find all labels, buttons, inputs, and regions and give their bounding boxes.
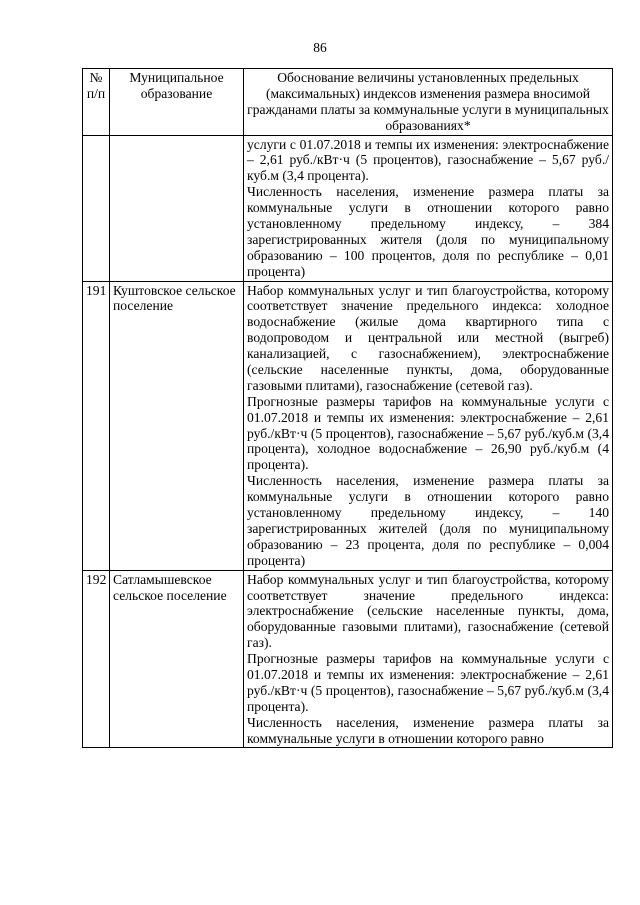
table-row	[83, 135, 613, 281]
row-num: 192	[83, 570, 110, 748]
paragraph: услуги с 01.07.2018 и темпы их изменения: электроснабжение – 2,61 руб./кВт·ч (5 процентов), газоснабжение – 5,67 руб./куб.м (3,4 процента).	[247, 136, 609, 184]
row-municipality: Куштовское сельское поселение	[110, 281, 244, 570]
table-row	[83, 570, 613, 748]
paragraph: Численность населения, изменение размера платы за коммунальные услуги в отношении которого равно	[247, 714, 609, 746]
row-num: 191	[83, 281, 110, 570]
row-justification	[244, 281, 613, 570]
row-municipality: Сатламышевское сельское поселение	[110, 570, 244, 748]
row-num	[83, 135, 110, 281]
paragraph: Набор коммунальных услуг и тип благоустройства, которому соответствует значение предельного индекса: электроснабжение (сельские населенные пункты, дома, оборудованные газовыми плитами), газоснабжение (сетевой газ).	[247, 571, 609, 651]
row-justification	[244, 135, 613, 281]
paragraph: Численность населения, изменение размера платы за коммунальные услуги в отношении которого равно установленному предельному индексу, – 384 зарегистрированных жителя (доля по муниципальному образованию – 100 процентов, доля по республике – 0,01 процента)	[247, 184, 609, 279]
page-number: 86	[313, 40, 327, 55]
tariff-justification-table	[82, 68, 613, 748]
row-justification	[244, 570, 613, 748]
header-municipality: Муниципальное образование	[110, 69, 244, 136]
paragraph: Прогнозные размеры тарифов на коммунальные услуги с 01.07.2018 и темпы их изменения: электроснабжение – 2,61 руб./кВт·ч (5 процентов), газоснабжение – 5,67 руб./куб.м (3,4 процента), холодное водоснабжение – 26,90 руб./куб.м (4 процента).	[247, 393, 609, 473]
paragraph: Набор коммунальных услуг и тип благоустройства, которому соответствует значение предельного индекса: холодное водоснабжение (жилые дома квартирного типа с водопроводом и центральной или местной (выгреб) канализацией, с газоснабжением), электроснабжение (сельские населенные пункты, дома, оборудованные газовыми плитами), газоснабжение (сетевой газ).	[247, 282, 609, 393]
header-justification: Обоснование величины установленных предельных (максимальных) индексов изменения размера вносимой гражданами платы за коммунальные услуги в муниципальных образованиях*	[244, 69, 613, 136]
table-row	[83, 281, 613, 570]
paragraph: Численность населения, изменение размера платы за коммунальные услуги в отношении которого равно установленному предельному индексу, – 140 зарегистрированных жителей (доля по муниципальному образованию – 23 процента, доля по республике – 0,004 процента)	[247, 473, 609, 568]
table-header-row	[83, 69, 613, 136]
header-num: № п/п	[83, 69, 110, 136]
paragraph: Прогнозные размеры тарифов на коммунальные услуги с 01.07.2018 и темпы их изменения: электроснабжение – 2,61 руб./кВт·ч (5 процентов), газоснабжение – 5,67 руб./куб.м (3,4 процента).	[247, 651, 609, 714]
row-municipality	[110, 135, 244, 281]
